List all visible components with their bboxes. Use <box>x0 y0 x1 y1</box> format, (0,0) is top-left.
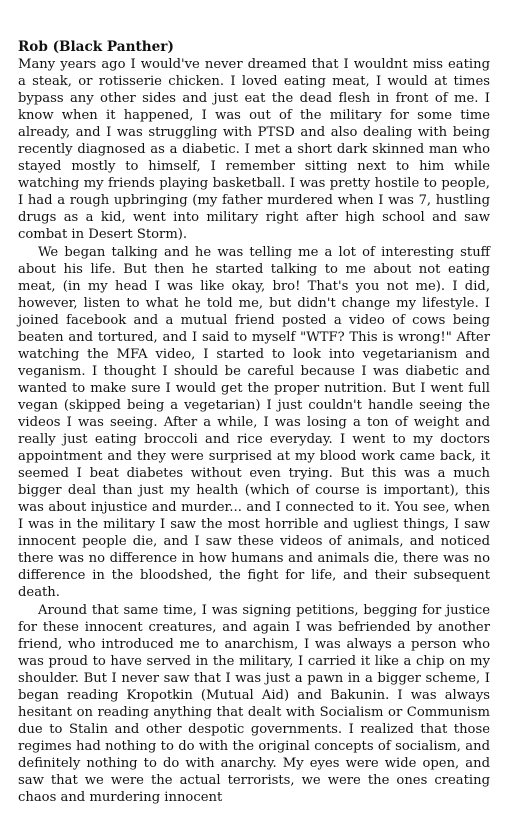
paragraph-2: We began talking and he was telling me a lot of interesting stuff about his life. But then he started talking to me about not eating meat, (in my head I was like okay, bro! That's you not me). I did, however, listen to what he told me, but didn't change my lifestyle. I joined facebook and a mutual friend posted a video of cows being beaten and tortured, and I said to myself "WTF? This is wrong!" After watching the MFA video, I started to look into vegetarianism and veganism. I thought I should be careful because I was diabetic and wanted to make sure I would get the proper nutrition. But I went full vegan (skipped being a vegetarian) I just couldn't handle seeing the videos I was seeing. After a while, I was losing a ton of weight and really just eating broccoli and rice everyday. I went to my doctors appointment and they were surprised at my blood work came back, it seemed I beat diabetes without even trying. But this was a much bigger deal than just my health (which of course is important), this was about injustice and murder... and I connected to it. You see, when I was in the military I saw the most horrible and ugliest things, I saw innocent people die, and I saw these videos of animals, and noticed there was no difference in how humans and animals die, there was no difference in the bloodshed, the fight for life, and their subsequent death. <box>18 244 490 601</box>
document-page <box>18 39 490 806</box>
paragraph-1: Many years ago I would've never dreamed that I wouldnt miss eating a steak, or rotisserie chicken. I loved eating meat, I would at times bypass any other sides and just eat the dead flesh in front of me. I know when it happened, I was out of the military for some time already, and I was struggling with PTSD and also dealing with being recently diagnosed as a diabetic. I met a short dark skinned man who stayed mostly to himself, I remember sitting next to him while watching my friends playing basketball. I was pretty hostile to people, I had a rough upbringing (my father murdered when I was 7, hustling drugs as a kid, went into military right after high school and saw combat in Desert Storm). <box>18 57 490 243</box>
document-title: Rob (Black Panther) <box>18 39 174 55</box>
paragraph-3: Around that same time, I was signing petitions, begging for justice for these innocent creatures, and again I was befriended by another friend, who introduced me to anarchism, I was always a person who was proud to have served in the military, I carried it like a chip on my shoulder. But I never saw that I was just a pawn in a bigger scheme, I began reading Kropotkin (Mutual Aid) and Bakunin. I was always hesitant on reading anything that dealt with Socialism or Communism due to Stalin and other despotic governments. I realized that those regimes had nothing to do with the original concepts of socialism, and definitely nothing to do with anarchy. My eyes were wide open, and saw that we were the actual terrorists, we were the ones creating chaos and murdering innocent <box>18 602 490 806</box>
